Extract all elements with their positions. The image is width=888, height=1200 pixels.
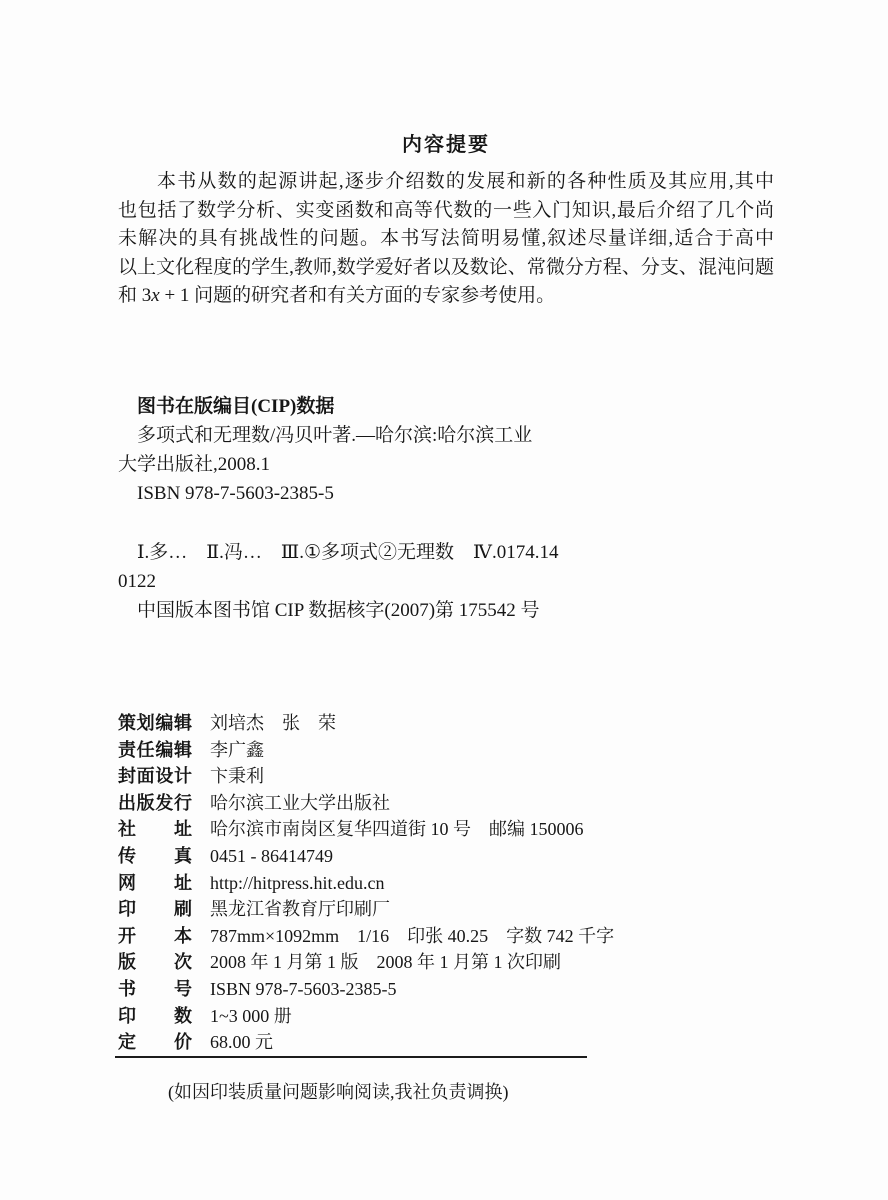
colophon-row (118, 923, 798, 950)
colophon-section (118, 710, 798, 1056)
colophon-value: 刘培杰 张 荣 (210, 713, 336, 733)
colophon-row (118, 976, 798, 1003)
colophon-row (118, 790, 798, 817)
colophon-label: 策划编辑 (118, 713, 192, 733)
content-summary-title: 内容提要 (402, 134, 490, 156)
cip-publisher-line: 大学出版社,2008.1 (118, 454, 271, 475)
colophon-value: 1~3 000 册 (210, 1005, 292, 1026)
colophon-row (118, 710, 798, 737)
summary-line: 本书从数的起源讲起,逐步介绍数的发展和新的各种性质及其应用,其中 (157, 171, 774, 192)
divider-line (115, 1056, 587, 1058)
colophon-row (118, 1003, 798, 1030)
colophon-row (118, 843, 798, 870)
cip-isbn: ISBN 978-7-5603-2385-5 (137, 483, 334, 504)
colophon-value: 李广鑫 (210, 739, 264, 760)
colophon-value: 0451 - 86414749 (210, 845, 333, 866)
cip-classification: Ⅰ.多… Ⅱ.冯… Ⅲ.①多项式②无理数 Ⅳ.0174.14 (137, 542, 559, 563)
colophon-label: 社址 (118, 819, 192, 840)
colophon-row (118, 870, 798, 897)
colophon-label: 传真 (118, 845, 192, 866)
cip-title-line: 多项式和无理数/冯贝叶著.—哈尔滨:哈尔滨工业 (137, 425, 533, 446)
colophon-label: 定价 (118, 1032, 192, 1053)
summary-line: 也包括了数学分析、实变函数和高等代数的一些入门知识,最后介绍了几个尚 (118, 199, 774, 221)
summary-line: 未解决的具有挑战性的问题。本书写法简明易懂,叙述尽量详细,适合于高中 (118, 228, 774, 250)
summary-line: 以上文化程度的学生,教师,数学爱好者以及数论、常微分方程、分支、混沌问题 (118, 256, 774, 278)
exchange-notice: (如因印装质量问题影响阅读,我社负责调换) (168, 1082, 509, 1102)
summary-line (118, 282, 774, 311)
colophon-value: 68.00 元 (210, 1032, 273, 1053)
colophon-value: http://hitpress.hit.edu.cn (210, 872, 385, 893)
summary-last-line-post: + 1 问题的研究者和有关方面的专家参考使用。 (159, 285, 556, 307)
colophon-label: 开本 (118, 925, 192, 946)
colophon-label: 出版发行 (118, 792, 192, 813)
summary-variable-x: x (151, 285, 160, 307)
colophon-value: 卞秉利 (210, 766, 264, 787)
colophon-value: 787mm×1092mm 1/16 印张 40.25 字数 742 千字 (210, 925, 615, 946)
colophon-label: 责任编辑 (118, 739, 192, 760)
colophon-label: 版次 (118, 952, 192, 973)
colophon-row (118, 949, 798, 976)
colophon-label: 书号 (118, 978, 192, 999)
colophon-row (118, 1029, 798, 1056)
cip-heading: 图书在版编目(CIP)数据 (137, 396, 335, 417)
colophon-value: 哈尔滨市南岗区复华四道街 10 号 邮编 150006 (210, 819, 584, 840)
colophon-label: 封面设计 (118, 766, 192, 787)
colophon-value: 黑龙江省教育厅印刷厂 (210, 899, 390, 920)
colophon-row (118, 763, 798, 790)
colophon-label: 印数 (118, 1005, 192, 1026)
colophon-label: 印刷 (118, 899, 192, 920)
cip-record-number: 中国版本图书馆 CIP 数据核字(2007)第 175542 号 (137, 600, 540, 621)
colophon-value: 2008 年 1 月第 1 版 2008 年 1 月第 1 次印刷 (210, 952, 561, 973)
colophon-value: ISBN 978-7-5603-2385-5 (210, 978, 397, 999)
colophon-row (118, 816, 798, 843)
summary-last-line-pre: 和 3 (118, 285, 152, 307)
content-summary-section (118, 128, 774, 311)
colophon-value: 哈尔滨工业大学出版社 (210, 792, 390, 813)
cip-data-section (118, 392, 778, 625)
cip-class-code: 0122 (118, 571, 156, 592)
colophon-label: 网址 (118, 872, 192, 893)
colophon-row (118, 737, 798, 764)
colophon-row (118, 896, 798, 923)
